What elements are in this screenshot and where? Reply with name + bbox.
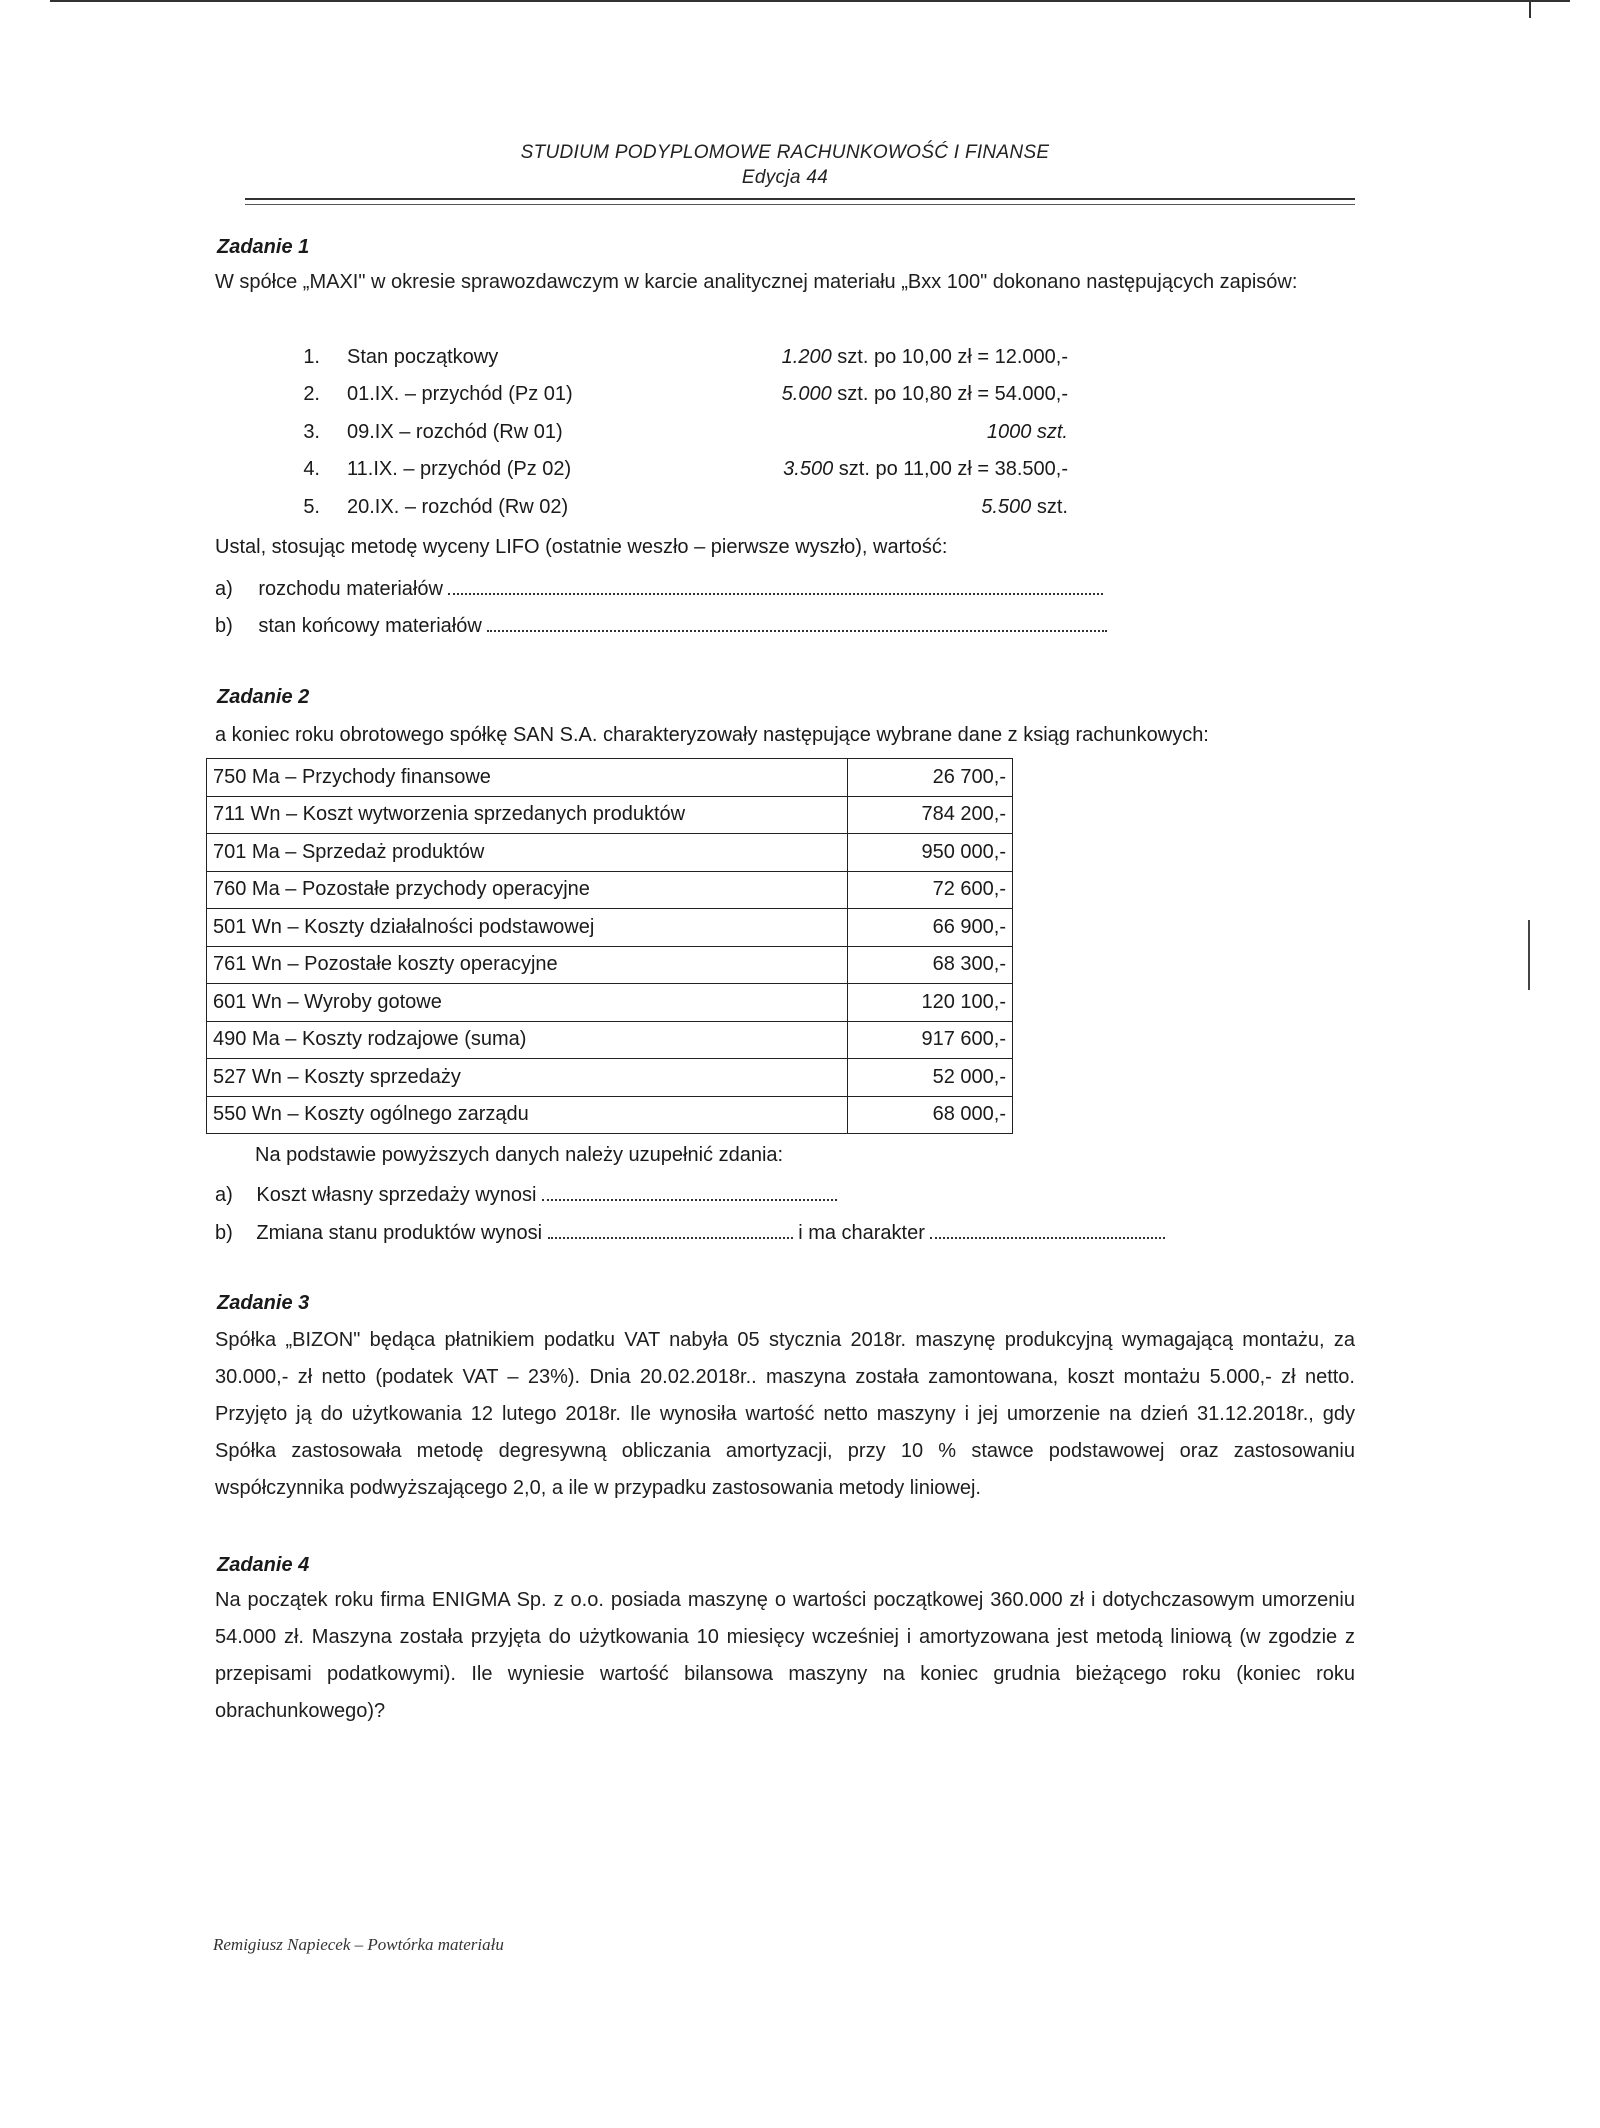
task2-answer-a [215, 1181, 837, 1207]
account-amount: 120 100,- [848, 984, 1013, 1022]
account-amount: 784 200,- [848, 796, 1013, 834]
account-amount: 66 900,- [848, 909, 1013, 947]
account-amount: 52 000,- [848, 1059, 1013, 1097]
entry-quantity: 5.500 [981, 496, 1032, 518]
table-row [207, 909, 1013, 947]
scan-edge-mark [1529, 0, 1531, 18]
answer-prefix: a) [215, 1184, 233, 1206]
footer-author: Remigiusz Napiecek – Powtórka materiału [213, 1935, 504, 1954]
scan-edge-line [50, 0, 1570, 2]
account-desc: 550 Wn – Koszty ogólnego zarządu [207, 1096, 848, 1134]
task3-title: Zadanie 3 [217, 1292, 310, 1314]
task1-entry [300, 496, 1080, 526]
account-desc: 761 Wn – Pozostałe koszty operacyjne [207, 946, 848, 984]
table-row [207, 871, 1013, 909]
entry-label: 09.IX – rozchód (Rw 01) [347, 421, 563, 443]
entry-quantity: 5.000 [781, 383, 832, 405]
entry-number: 4. [303, 458, 320, 480]
task2-answer-b [215, 1219, 1165, 1245]
entry-quantity: 1000 szt. [986, 421, 1068, 443]
answer-blank[interactable] [542, 1181, 837, 1201]
account-amount: 72 600,- [848, 871, 1013, 909]
task1-entry [300, 346, 1080, 376]
entry-number: 2. [303, 383, 320, 405]
account-amount: 68 300,- [848, 946, 1013, 984]
accounts-table [206, 758, 1013, 1134]
account-desc: 601 Wn – Wyroby gotowe [207, 984, 848, 1022]
answer-mid-label: i ma charakter [798, 1222, 925, 1244]
header-subtitle: Edycja 44 [741, 167, 829, 188]
header-title: STUDIUM PODYPLOMOWE RACHUNKOWOŚĆ I FINANSE [520, 142, 1050, 163]
entry-label: Stan początkowy [347, 346, 499, 368]
entry-value: szt. po 10,00 zł = 12.000,- [837, 346, 1068, 368]
account-desc: 501 Wn – Koszty działalności podstawowej [207, 909, 848, 947]
entry-value: szt. po 11,00 zł = 38.500,- [838, 458, 1068, 480]
table-row [207, 984, 1013, 1022]
account-desc: 750 Ma – Przychody finansowe [207, 759, 848, 797]
entry-number: 1. [303, 346, 320, 368]
answer-label: stan końcowy materiałów [258, 615, 482, 637]
account-desc: 701 Ma – Sprzedaż produktów [207, 834, 848, 872]
task3-text: Spółka „BIZON" będąca płatnikiem podatku VAT nabyła 05 stycznia 2018r. maszynę produkcyjną wymagającą montażu, za 30.000,- zł netto (podatek VAT – 23%). Dnia 20.02.2018r.. maszyna została zamontowana, koszt montażu 5.000,- zł netto. Przyjęto ją do użytkowania 12 lutego 2018r. Ile wynosiła wartość netto maszyny i jej umorzenie na dzień 31.12.2018r., gdy Spółka zastosowała metodę degresywną obliczania amortyzacji, przy 10 % stawce podstawowej oraz zastosowaniu współczynnika podwyższającego 2,0, a ile w przypadku zastosowania metody liniowej. [215, 1329, 1355, 1499]
answer-label: rozchodu materiałów [258, 578, 443, 600]
task4-title: Zadanie 4 [217, 1554, 310, 1576]
entry-value: szt. po 10,80 zł = 54.000,- [837, 383, 1068, 405]
answer-blank[interactable] [548, 1219, 793, 1239]
account-amount: 26 700,- [848, 759, 1013, 797]
answer-prefix: b) [215, 615, 233, 637]
account-desc: 490 Ma – Koszty rodzajowe (suma) [207, 1021, 848, 1059]
task2-title: Zadanie 2 [217, 686, 310, 708]
table-row [207, 834, 1013, 872]
answer-prefix: b) [215, 1222, 233, 1244]
task1-answer-b [215, 612, 1107, 638]
entry-quantity: 3.500 [783, 458, 834, 480]
entry-label: 01.IX. – przychód (Pz 01) [347, 383, 573, 405]
task2-instruction: Na podstawie powyższych danych należy uzupełnić zdania: [255, 1144, 784, 1166]
entry-label: 11.IX. – przychód (Pz 02) [347, 458, 572, 480]
account-desc: 527 Wn – Koszty sprzedaży [207, 1059, 848, 1097]
task4-text: Na początek roku firma ENIGMA Sp. z o.o. posiada maszynę o wartości początkowej 360.000 zł i dotychczasowym umorzeniu 54.000 zł. Maszyna została przyjęta do użytkowania 10 miesięcy wcześniej i amortyzowana jest metodą liniową (w zgodzie z przepisami podatkowymi). Ile wyniesie wartość bilansowa maszyny na koniec grudnia bieżącego roku (koniec roku obrachunkowego)? [215, 1589, 1355, 1722]
task1-instruction: Ustal, stosując metodę wyceny LIFO (ostatnie weszło – pierwsze wyszło), wartość: [215, 536, 948, 558]
table-row [207, 1096, 1013, 1134]
task1-intro: W spółce „MAXI" w okresie sprawozdawczym w karcie analitycznej materiału „Bxx 100" dokonano następujących zapisów: [215, 271, 1298, 293]
account-desc: 760 Ma – Pozostałe przychody operacyjne [207, 871, 848, 909]
task1-entry [300, 458, 1080, 488]
table-row [207, 946, 1013, 984]
task1-entry [300, 383, 1080, 413]
task1-answer-a [215, 575, 1103, 601]
answer-prefix: a) [215, 578, 233, 600]
answer-label: Zmiana stanu produktów wynosi [256, 1222, 543, 1244]
task1-title: Zadanie 1 [217, 236, 310, 258]
scan-edge-mark [1528, 920, 1530, 990]
entry-quantity: 1.200 [781, 346, 832, 368]
task1-entry [300, 421, 1080, 451]
entry-number: 5. [303, 496, 320, 518]
entry-number: 3. [303, 421, 320, 443]
answer-blank[interactable] [930, 1219, 1165, 1239]
account-amount: 68 000,- [848, 1096, 1013, 1134]
account-amount: 917 600,- [848, 1021, 1013, 1059]
table-row [207, 796, 1013, 834]
account-desc: 711 Wn – Koszt wytworzenia sprzedanych produktów [207, 796, 848, 834]
account-amount: 950 000,- [848, 834, 1013, 872]
answer-blank[interactable] [487, 612, 1107, 632]
entry-label: 20.IX. – rozchód (Rw 02) [347, 496, 569, 518]
task2-intro: a koniec roku obrotowego spółkę SAN S.A. charakteryzowały następujące wybrane dane z ksiąg rachunkowych: [215, 724, 1209, 746]
table-row [207, 759, 1013, 797]
header-divider [245, 198, 1355, 205]
table-row [207, 1059, 1013, 1097]
entry-value: szt. [1036, 496, 1068, 518]
answer-blank[interactable] [448, 575, 1103, 595]
table-row [207, 1021, 1013, 1059]
answer-label: Koszt własny sprzedaży wynosi [256, 1184, 537, 1206]
document-header [215, 140, 1355, 190]
